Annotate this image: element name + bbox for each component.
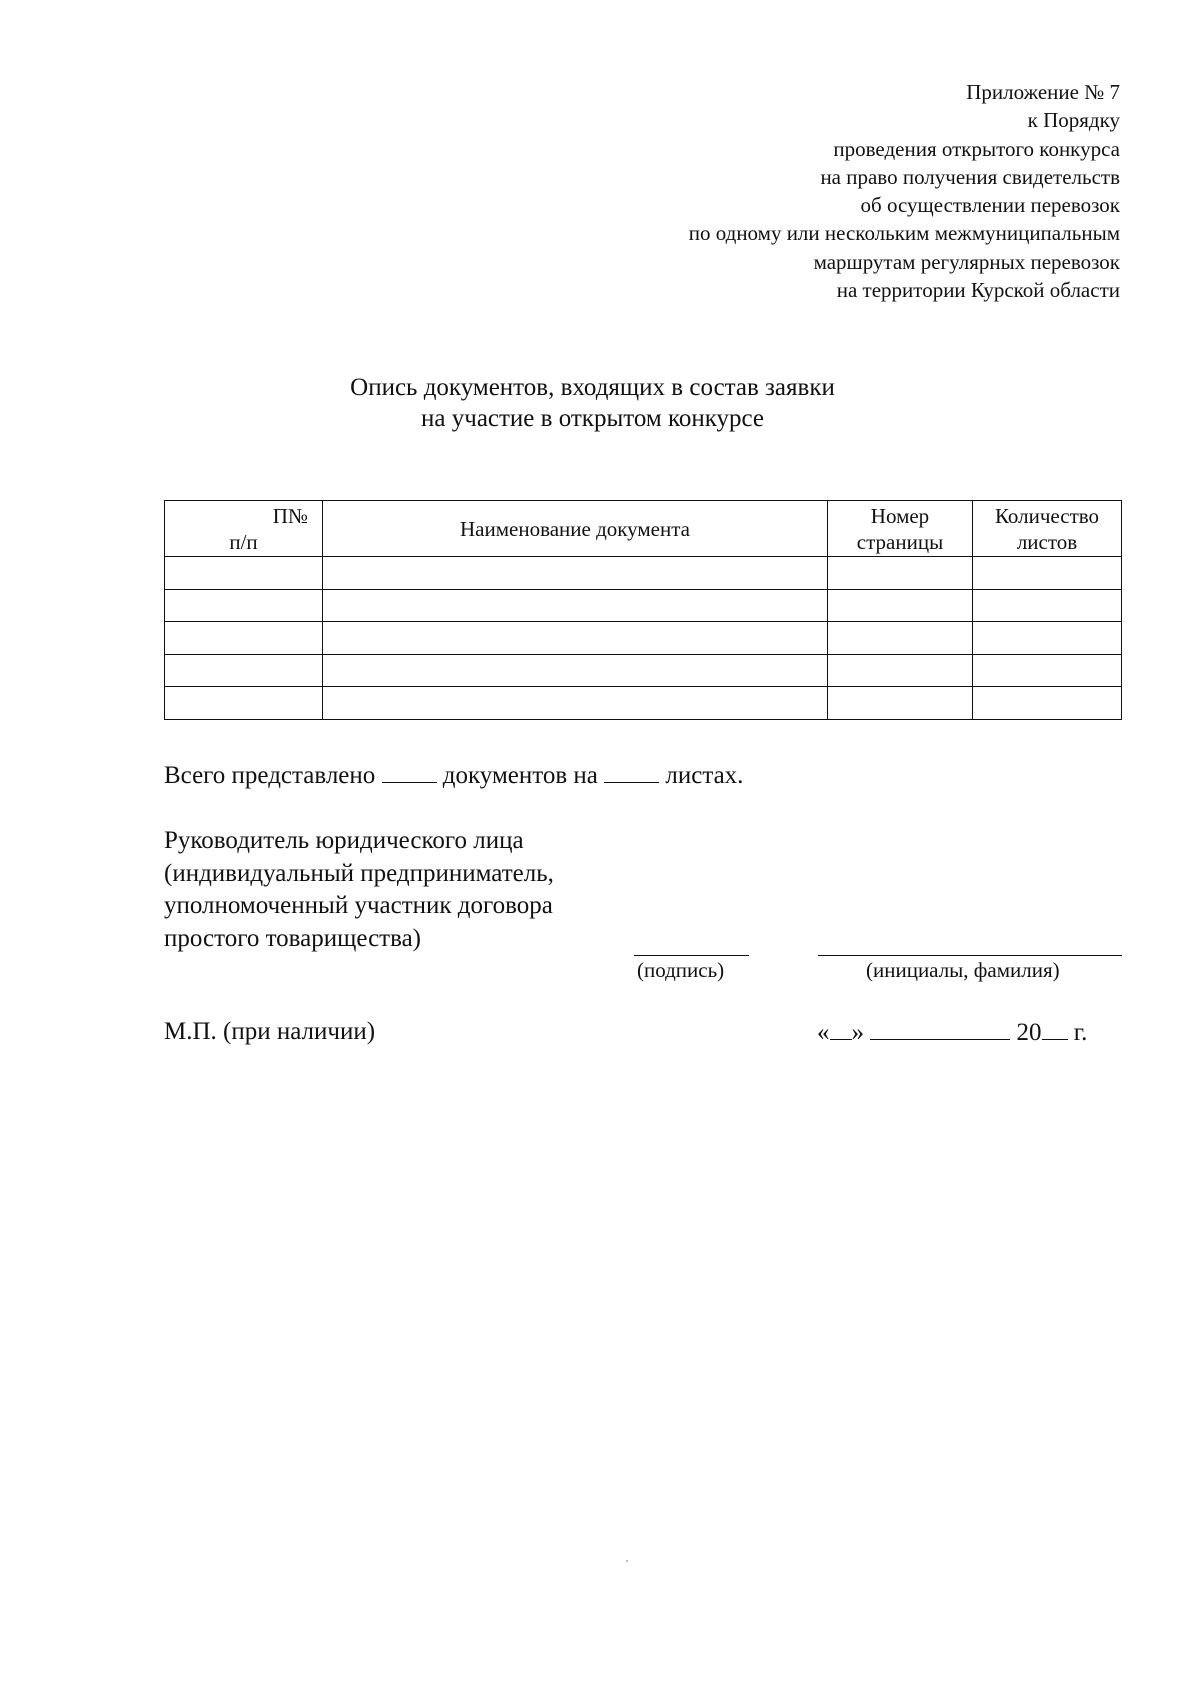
table-header-row <box>165 501 1122 557</box>
page-header-line-1: Номер <box>870 503 930 528</box>
number-header-line-2: п/п <box>229 529 258 554</box>
cell-number[interactable] <box>165 589 323 622</box>
total-documents-line <box>164 760 743 791</box>
date-open-quote: « <box>817 1019 830 1046</box>
cell-sheet-count[interactable] <box>973 687 1122 720</box>
document-title <box>250 372 935 434</box>
signatory-line: Руководитель юридического лица <box>164 827 524 854</box>
cell-document-name[interactable] <box>323 622 828 655</box>
cell-document-name[interactable] <box>323 687 828 720</box>
sheets-count-blank[interactable] <box>604 760 659 783</box>
name-caption: (инициалы, фамилия) <box>866 958 1060 982</box>
appendix-line: по одному или нескольким межмуниципальным <box>688 221 1120 246</box>
table-row <box>165 654 1122 687</box>
signature-caption: (подпись) <box>637 958 725 982</box>
table-row <box>165 589 1122 622</box>
documents-count-blank[interactable] <box>382 760 437 783</box>
sheets-header-line-1: Количество <box>994 503 1100 528</box>
appendix-line: маршрутам регулярных перевозок <box>813 249 1120 274</box>
appendix-line: на территории Курской области <box>836 278 1120 303</box>
year-prefix: 20 <box>1016 1019 1042 1046</box>
signatory-line: уполномоченный участник договора <box>164 892 553 919</box>
title-line-2: на участие в открытом конкурсе <box>421 405 764 432</box>
total-text-3: листах. <box>665 762 744 789</box>
cell-document-name[interactable] <box>323 589 828 622</box>
sheets-header-line-2: листов <box>1016 529 1078 554</box>
appendix-header <box>689 78 1120 304</box>
signatory-line: простого товарищества) <box>164 924 422 952</box>
cell-page-number[interactable] <box>828 589 973 622</box>
cell-page-number[interactable] <box>828 687 973 720</box>
cell-number[interactable] <box>165 622 323 655</box>
number-header-line-1: П№ <box>272 503 308 528</box>
cell-number[interactable] <box>165 687 323 720</box>
day-blank[interactable] <box>830 1017 852 1040</box>
cell-number[interactable] <box>165 654 323 687</box>
name-line[interactable] <box>818 955 1122 956</box>
cell-page-number[interactable] <box>828 622 973 655</box>
column-header-page-number <box>828 501 973 557</box>
year-suffix: г. <box>1073 1019 1088 1046</box>
date-line <box>817 1017 1087 1048</box>
cell-page-number[interactable] <box>828 654 973 687</box>
total-text-2: документов на <box>442 762 598 789</box>
cell-sheet-count[interactable] <box>973 557 1122 590</box>
table-row <box>165 687 1122 720</box>
appendix-line: об осуществлении перевозок <box>860 193 1120 218</box>
appendix-line: на право получения свидетельств <box>820 164 1120 189</box>
cell-number[interactable] <box>165 557 323 590</box>
column-header-document-name: Наименование документа <box>323 501 828 557</box>
page-header-line-2: страницы <box>856 529 944 554</box>
cell-sheet-count[interactable] <box>973 654 1122 687</box>
signature-line[interactable] <box>634 955 749 956</box>
column-header-number <box>165 501 323 557</box>
date-close-quote: » <box>851 1019 864 1046</box>
column-header-sheet-count <box>973 501 1122 557</box>
signatory-block <box>164 825 554 955</box>
cell-page-number[interactable] <box>828 557 973 590</box>
table-row <box>165 557 1122 590</box>
appendix-line: к Порядку <box>1027 108 1120 133</box>
title-line-1: Опись документов, входящих в состав заявки <box>350 374 835 401</box>
cell-document-name[interactable] <box>323 557 828 590</box>
total-text-1: Всего представлено <box>164 762 376 789</box>
scan-speck <box>626 1560 628 1562</box>
year-blank[interactable] <box>1042 1017 1068 1040</box>
table-row <box>165 622 1122 655</box>
cell-sheet-count[interactable] <box>973 589 1122 622</box>
appendix-line: проведения открытого конкурса <box>833 136 1120 161</box>
documents-inventory-table <box>164 500 1122 720</box>
cell-sheet-count[interactable] <box>973 622 1122 655</box>
signatory-line: (индивидуальный предприниматель, <box>164 859 554 887</box>
cell-document-name[interactable] <box>323 654 828 687</box>
appendix-line: Приложение № 7 <box>966 80 1120 104</box>
month-blank[interactable] <box>870 1017 1010 1040</box>
stamp-note: М.П. (при наличии) <box>164 1018 376 1045</box>
